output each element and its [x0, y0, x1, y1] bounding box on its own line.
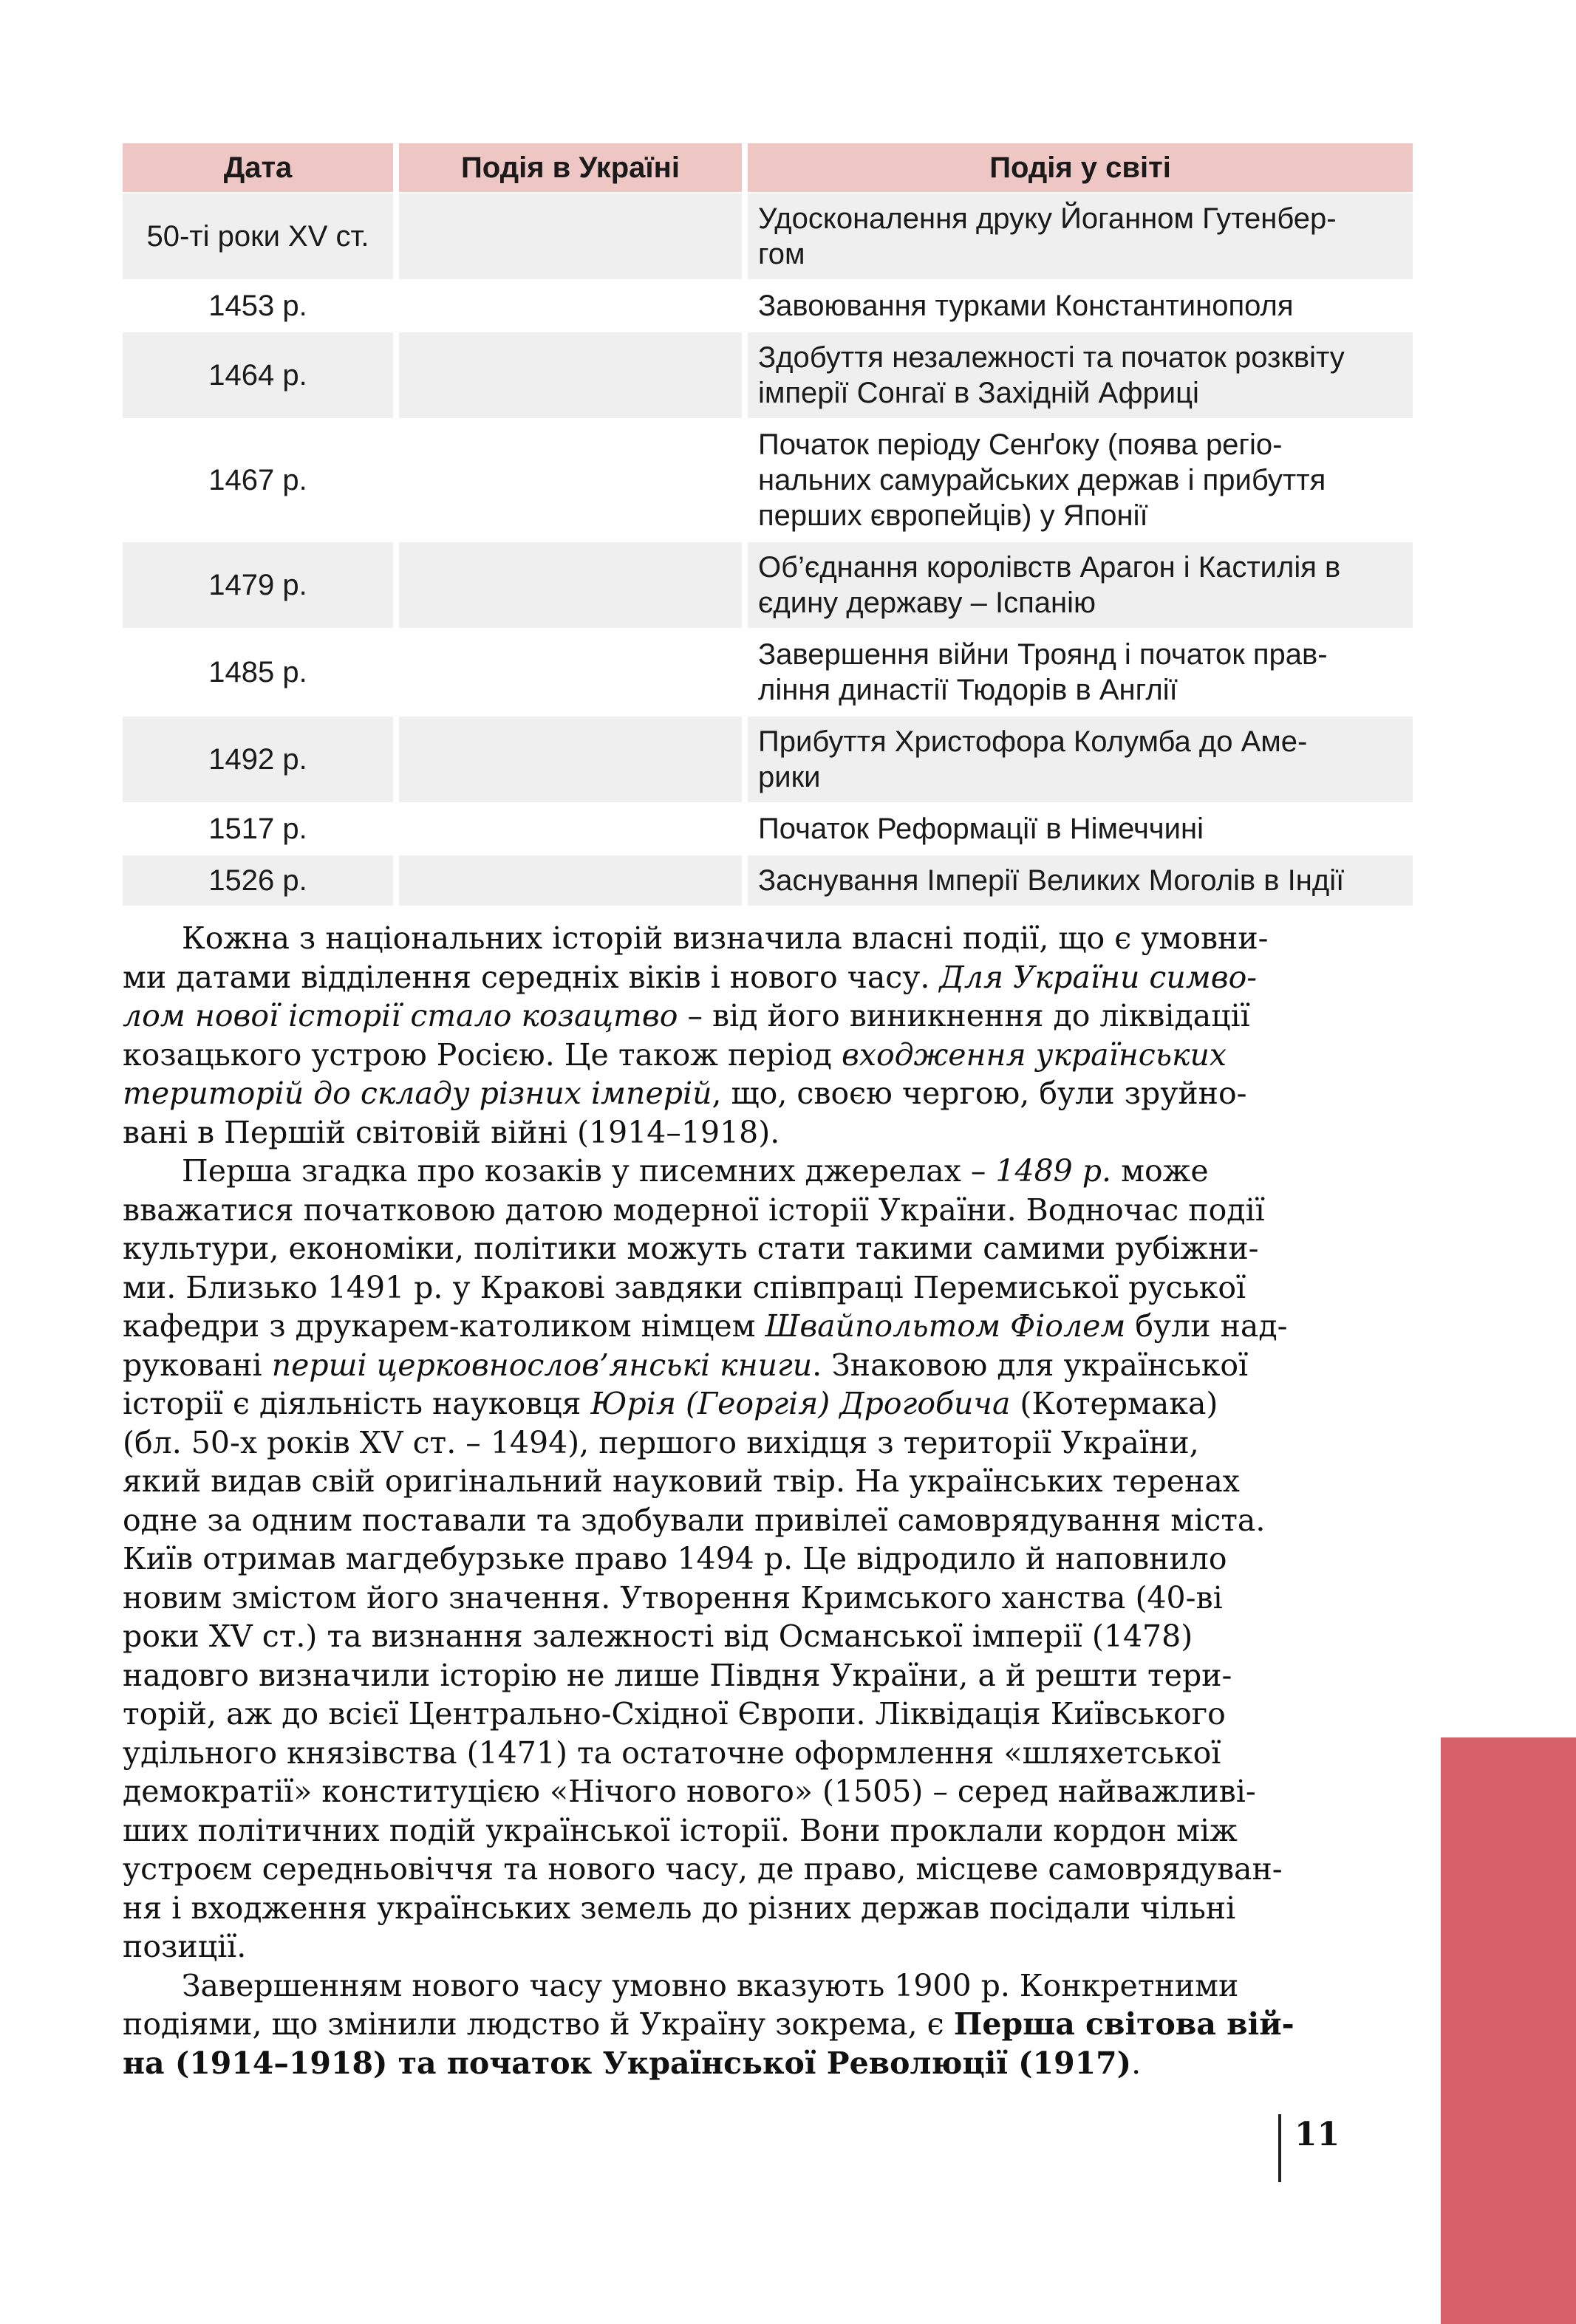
- paragraph-2: [123, 1152, 1413, 1966]
- row-world-event: Удосконалення друку Йоганном Гутенбер- гом: [748, 192, 1413, 279]
- emphasis-run: перші церковнослов’янські книги: [271, 1347, 813, 1383]
- events-table: [123, 143, 1413, 906]
- row-date: 1453 р.: [123, 279, 399, 331]
- text-run: Кожна з національних історій визначила власні події, що є умовни- ми датами відділення середніх віків і нового часу.: [123, 920, 1269, 995]
- row-world-event: Об’єднання королівств Арагон і Кастилія в єдину державу – Іспанію: [748, 541, 1413, 628]
- table-row: [123, 715, 1413, 802]
- row-date: 1467 р.: [123, 418, 399, 541]
- row-world-event: Здобуття незалежності та початок розквіту імперії Сонгаї в Західній Африці: [748, 331, 1413, 418]
- row-world-event: Прибуття Христофора Колумба до Аме- рики: [748, 715, 1413, 802]
- table-row: [123, 541, 1413, 628]
- emphasis-run: Юрія (Георгія) Дрогобича: [590, 1386, 1011, 1421]
- table-header-row: [123, 143, 1413, 192]
- row-ukraine-event: [399, 854, 748, 906]
- text-run: може вважатися початковою датою модерної історії України. Водночас події культури, економіки, політики можуть стати такими самими рубіжни- ми. Близько 1491 р. у Кракові завдяки співпраці Перемиської руської кафедри з друкарем-католиком німцем: [123, 1153, 1265, 1344]
- table-row: [123, 854, 1413, 906]
- header-ukraine-event: Подія в Україні: [399, 143, 748, 192]
- row-ukraine-event: [399, 192, 748, 279]
- text-run: , що, своєю чергою, були зруйно- вані в Першій світовій війні (1914–1918).: [123, 1076, 1247, 1150]
- row-date: 1479 р.: [123, 541, 399, 628]
- paragraph-3: [123, 1966, 1413, 2083]
- text-run: .: [1131, 2045, 1142, 2081]
- text-run: Перша згадка про козаків у писемних джерелах –: [182, 1153, 996, 1189]
- row-world-event: Початок періоду Сенґоку (поява регіо- нальних самурайських держав і прибуття перших європейців) у Японії: [748, 418, 1413, 541]
- text-run: були над- руковані: [123, 1308, 1288, 1383]
- row-ukraine-event: [399, 802, 748, 854]
- text-run: . Знаковою для української історії є діяльність науковця: [123, 1347, 1249, 1421]
- row-world-event: Завершення війни Троянд і початок прав- ління династії Тюдорів в Англії: [748, 628, 1413, 715]
- row-ukraine-event: [399, 628, 748, 715]
- row-date: 1464 р.: [123, 331, 399, 418]
- row-ukraine-event: [399, 279, 748, 331]
- row-date: 1526 р.: [123, 854, 399, 906]
- row-world-event: Завоювання турками Константинополя: [748, 279, 1413, 331]
- header-date: Дата: [123, 143, 399, 192]
- paragraph-1: [123, 919, 1413, 1152]
- row-date: 1492 р.: [123, 715, 399, 802]
- row-date: 1485 р.: [123, 628, 399, 715]
- row-date: 1517 р.: [123, 802, 399, 854]
- row-world-event: Заснування Імперії Великих Моголів в Індії: [748, 854, 1413, 906]
- header-world-event: Подія у світі: [748, 143, 1413, 192]
- row-ukraine-event: [399, 418, 748, 541]
- chapter-side-tab: [1441, 1737, 1576, 2324]
- page-number: 11: [1294, 2116, 1340, 2153]
- body-text: [123, 919, 1413, 2082]
- row-ukraine-event: [399, 541, 748, 628]
- text-run: (Котермака) (бл. 50-х років XV ст. – 1494), першого вихідця з території України, який видав свій оригінальний науковий твір. На українських теренах одне за одним поставали та здобували привілеї самоврядування міста. Київ отримав магдебурзьке право 1494 р. Це відродило й наповнило новим змістом його значення. Утворення Кримського ханства (40-ві роки XV ст.) та визнання залежності від Османської імперії (1478) надовго визначили історію не лише Півдня України, а й решти тери- торій, аж до всієї Центрально-Східної Європи. Ліквідація Київського удільного князівства (1471) та остаточне оформлення «шляхетської демократії» конституцією «Нічого нового» (1505) – серед найважливі- ших політичних подій української історії. Вони проклали кордон між устроєм середньовіччя та нового часу, де право, місцеве самоврядуван- ня і входження українських земель до різних держав посідали чільні позиції.: [123, 1386, 1283, 1964]
- text-run: – від його виникнення до ліквідації козацького устрою Росією. Це також період: [123, 998, 1250, 1073]
- table-row: [123, 331, 1413, 418]
- row-ukraine-event: [399, 331, 748, 418]
- emphasis-run: Швайпольтом Фіолем: [765, 1308, 1126, 1344]
- table-row: [123, 192, 1413, 279]
- table-row: [123, 418, 1413, 541]
- emphasis-run: Для України симво- лом нової історії стало козацтво: [123, 959, 1258, 1033]
- text-run: Завершенням нового часу умовно вказують 1900 р. Конкретними подіями, що змінили людство й Україну зокрема, є: [123, 1967, 1239, 2042]
- page-number-rule: [1278, 2114, 1281, 2182]
- row-date: 50-ті роки XV ст.: [123, 192, 399, 279]
- row-ukraine-event: [399, 715, 748, 802]
- table-row: [123, 628, 1413, 715]
- emphasis-run: входження українських територій до складу різних імперій: [123, 1036, 1227, 1111]
- row-world-event: Початок Реформації в Німеччині: [748, 802, 1413, 854]
- table-row: [123, 279, 1413, 331]
- bold-run: Перша світова вій- на (1914–1918) та початок Української Революції (1917): [123, 2006, 1294, 2081]
- emphasis-run: 1489 р.: [995, 1153, 1112, 1189]
- table-row: [123, 802, 1413, 854]
